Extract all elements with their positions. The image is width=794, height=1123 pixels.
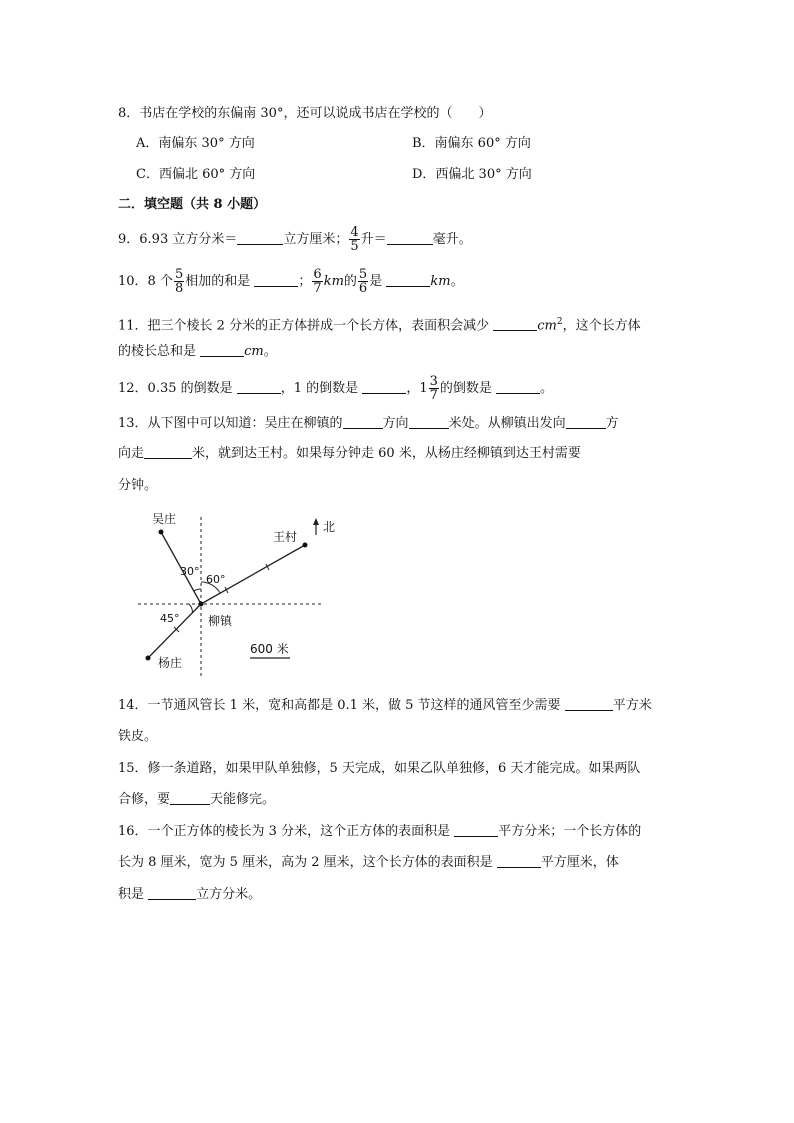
q10-frac1-den: 8 bbox=[174, 281, 184, 296]
q10-frac1-num: 5 bbox=[174, 267, 184, 282]
point-wangcun bbox=[303, 543, 308, 548]
angle-arc-45 bbox=[189, 604, 193, 613]
q8-option-b: B．南偏东 60° 方向 bbox=[412, 136, 531, 151]
q9-frac-den: 5 bbox=[350, 239, 359, 254]
angle-arc-30 bbox=[194, 589, 201, 591]
q16-text-e: 积是 bbox=[118, 887, 145, 902]
q16-blank-1 bbox=[454, 822, 498, 837]
q16-text-d: 平方厘米，体 bbox=[540, 855, 619, 870]
q12-fraction bbox=[429, 375, 439, 402]
label-yangzhuang: 杨庄 bbox=[158, 656, 183, 670]
q9-blank-2 bbox=[387, 230, 433, 245]
label-wangcun: 王村 bbox=[273, 530, 298, 544]
q13-blank-4 bbox=[144, 444, 192, 459]
q16-text-b: 平方分米；一个长方体的 bbox=[498, 824, 642, 839]
q13-line-2 bbox=[118, 444, 581, 464]
q15-blank bbox=[170, 790, 210, 805]
q9-text-c: 升＝ bbox=[360, 232, 387, 247]
q12-frac-num: 3 bbox=[429, 374, 438, 389]
q10-blank-1 bbox=[254, 272, 298, 287]
q10-frac3-num: 5 bbox=[358, 267, 368, 282]
q10-blank-2 bbox=[386, 272, 430, 287]
q10-text-e: 是 bbox=[369, 274, 383, 289]
q8-option-d: D．西偏北 30° 方向 bbox=[412, 167, 532, 182]
q16-line-3 bbox=[118, 885, 261, 905]
q12-text-e: 。 bbox=[540, 381, 554, 396]
q14-text-a: 14．一节通风管长 1 米，宽和高都是 0.1 米，做 5 节这样的通风管至少需要 bbox=[118, 698, 561, 713]
q13-blank-3 bbox=[566, 414, 606, 429]
q13-line-3: 分钟。 bbox=[118, 478, 158, 493]
q10-unit-2: km bbox=[430, 274, 451, 289]
q10-fraction-1 bbox=[174, 268, 184, 295]
q13-text-l1d: 方 bbox=[605, 416, 619, 431]
q16-line-2 bbox=[118, 853, 619, 873]
q11-text-b: ，这个长方体 bbox=[562, 318, 641, 334]
q16-text-a: 16．一个正方体的棱长为 3 分米，这个正方体的表面积是 bbox=[118, 824, 451, 839]
q10-frac3-den: 6 bbox=[358, 281, 368, 296]
direction-diagram bbox=[130, 505, 360, 680]
q9-blank-1 bbox=[237, 230, 283, 245]
label-liuzhen: 柳镇 bbox=[208, 614, 233, 628]
q16-line-1 bbox=[118, 822, 641, 842]
q12-blank-1 bbox=[237, 379, 281, 394]
q10-frac2-den: 7 bbox=[313, 281, 322, 296]
label-angle-45: 45° bbox=[160, 612, 180, 625]
q16-text-c: 长为 8 厘米，宽为 5 厘米，高为 2 厘米，这个长方体的表面积是 bbox=[118, 855, 493, 870]
q11-text-a: 11．把三个棱长 2 分米的正方体拼成一个长方体，表面积会减少 bbox=[118, 318, 490, 334]
q12-blank-3 bbox=[496, 379, 540, 394]
q9-fraction bbox=[349, 226, 359, 253]
q10-text-b: 相加的和是 bbox=[185, 274, 251, 289]
q15-line-1: 15．修一条道路，如果甲队单独修，5 天完成，如果乙队单独修，6 天才能完成。如果两队 bbox=[118, 761, 641, 776]
q13-text-l1c: 米处。从柳镇出发向 bbox=[448, 416, 566, 431]
q13-blank-1 bbox=[343, 414, 383, 429]
q10-text-d: 的 bbox=[343, 274, 357, 289]
q9 bbox=[118, 226, 472, 253]
q8-stem: 8．书店在学校的东偏南 30°，还可以说成书店在学校的（ ） bbox=[118, 106, 492, 121]
q10-text-c: ； bbox=[298, 274, 312, 289]
q13-text-l2a: 向走 bbox=[118, 446, 145, 461]
q12-blank-2 bbox=[362, 379, 406, 394]
q10-text-f: 。 bbox=[450, 274, 464, 289]
q11-line-2 bbox=[118, 342, 277, 362]
q10-fraction-2 bbox=[312, 268, 322, 295]
label-north: 北 bbox=[323, 520, 336, 534]
q11-text-d: 。 bbox=[263, 344, 277, 359]
q10-text-a: 10．8 个 bbox=[118, 274, 173, 289]
q11-superscript: 2 bbox=[556, 317, 563, 327]
q9-text-a: 9．6.93 立方分米＝ bbox=[118, 232, 238, 247]
q15-text-c: 天能修完。 bbox=[210, 792, 276, 807]
q9-frac-num: 4 bbox=[350, 225, 359, 240]
q13-text-l2b: 米，就到达王村。如果每分钟走 60 米，从杨庄经柳镇到达王村需要 bbox=[192, 446, 581, 461]
scale-label: 600 米 bbox=[250, 642, 289, 656]
point-liuzhen bbox=[199, 602, 204, 607]
section-title: 二．填空题（共 8 小题） bbox=[118, 197, 267, 212]
label-angle-60: 60° bbox=[206, 573, 226, 586]
label-angle-30: 30° bbox=[180, 565, 200, 578]
q10-fraction-3 bbox=[358, 268, 368, 295]
q15-text-b: 合修，要 bbox=[118, 792, 171, 807]
q13-blank-2 bbox=[409, 414, 449, 429]
q10 bbox=[118, 268, 464, 295]
q11-blank-1 bbox=[493, 316, 537, 331]
north-arrowhead-icon bbox=[313, 518, 319, 525]
q15-line-2 bbox=[118, 790, 275, 810]
q11-text-c: 的棱长总和是 bbox=[118, 344, 197, 359]
q12-text-b: ，1 的倒数是 bbox=[280, 381, 359, 396]
q12 bbox=[118, 375, 553, 402]
q14-blank bbox=[565, 696, 613, 711]
point-yangzhuang bbox=[146, 656, 151, 661]
q12-frac-den: 7 bbox=[429, 388, 438, 403]
point-wuzhuang bbox=[159, 530, 164, 535]
q14-text-b: 平方米 bbox=[612, 698, 652, 713]
q16-text-f: 立方分米。 bbox=[196, 887, 262, 902]
q16-blank-3 bbox=[148, 885, 196, 900]
q12-text-c: ， bbox=[406, 381, 420, 396]
q11-unit-1: cm bbox=[537, 318, 557, 334]
q11-unit-2: cm bbox=[244, 344, 264, 359]
q9-text-b: 立方厘米； bbox=[283, 232, 349, 247]
q16-blank-2 bbox=[497, 853, 541, 868]
label-wuzhuang: 吴庄 bbox=[152, 512, 177, 526]
q9-text-d: 毫升。 bbox=[432, 232, 472, 247]
q11-line-1 bbox=[118, 312, 641, 336]
q14-line-1 bbox=[118, 696, 652, 716]
q10-frac2-num: 6 bbox=[313, 267, 322, 282]
q8-option-c: C．西偏北 60° 方向 bbox=[136, 167, 256, 182]
q12-mixed-whole: 1 bbox=[419, 380, 428, 396]
q11-blank-2 bbox=[200, 342, 244, 357]
q8-option-a: A．南偏东 30° 方向 bbox=[136, 136, 255, 151]
q13-text-l1a: 13．从下图中可以知道：吴庄在柳镇的 bbox=[118, 416, 343, 431]
q14-line-2: 铁皮。 bbox=[118, 729, 158, 744]
q13-text-l1b: 方向 bbox=[382, 416, 409, 431]
q13-line-1 bbox=[118, 414, 619, 434]
q12-text-d: 的倒数是 bbox=[439, 381, 492, 396]
q12-text-a: 12．0.35 的倒数是 bbox=[118, 381, 233, 396]
q10-unit-1: km bbox=[323, 274, 344, 289]
